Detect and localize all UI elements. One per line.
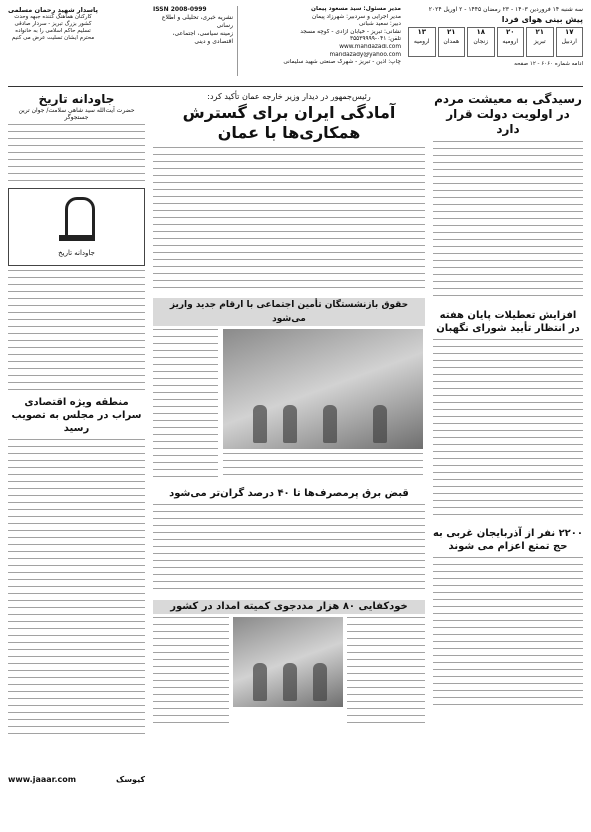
email-link[interactable]: mandazady@yahoo.com (329, 51, 401, 58)
history-subtitle: حضرت آیت‌الله سید شاهی سلامت/ جوان ترین جستجوگر (18, 107, 135, 121)
article-body (153, 617, 229, 727)
headline-electricity[interactable]: قبض برق پرمصرف‌ها تا ۴۰ درصد گران‌تر می‌شود (169, 488, 409, 499)
article-body (347, 617, 425, 727)
address-line: نشانی: تبریز - خیابان آزادی - کوچه مسجد (300, 28, 401, 35)
article-body (153, 329, 218, 479)
logo-label: جاودانه تاریخ (58, 249, 95, 257)
date-line: سه شنبه ۱۴ فروردین ۱۴۰۳ - ۲۳ رمضان ۱۴۴۵ - ۲ آوریل ۲۰۲۴ (428, 6, 583, 13)
desc-line-1: نشریه خبری، تحلیلی و اطلاع رسانی (161, 14, 233, 29)
photo-relief (233, 617, 343, 707)
weather-item: ۱۸ زنجان (467, 27, 495, 57)
tribute-body: کارکنان هماهنگ کننده جبهه وحدت کشور بزرگ تبریز - سردار صادقی تسلیم حاکم اسلامی را به خانواده محترم ایشان تسلیت عرض می کنیم (11, 14, 95, 41)
tribute-box (8, 6, 98, 76)
director-line: مدیر مسئول: سید مسعود پیمان (311, 6, 401, 12)
headline-sarab[interactable]: منطقه ویژه اقتصادی سراب در مجلس به تصویب رسید (11, 397, 142, 434)
headline-history[interactable]: جاودانه تاریخ (38, 92, 115, 106)
website-link[interactable]: www.mahdazadi.com (339, 43, 401, 50)
phone-line: تلفن: ۰۴۱-۳۵۵۳۹۹۹۹ (349, 36, 401, 43)
pensions-section (153, 329, 425, 479)
article-body (8, 270, 145, 390)
relief-section (153, 617, 425, 727)
desc-line-2: زمینه سیاسی، اجتماعی، اقتصادی و دینی (172, 30, 233, 45)
kiosk-label: کیوسک (116, 775, 145, 784)
manager-line: مدیر اجرایی و سردبیر: شهرزاد پیمان (311, 13, 401, 20)
photo-pensioners (223, 329, 423, 449)
weather-item: ۲۱ همدان (438, 27, 466, 57)
weather-item: ۲۰ ارومیه (497, 27, 525, 57)
tower-logo-icon (51, 193, 103, 245)
article-body (433, 141, 583, 301)
article-body (433, 339, 583, 519)
right-column (433, 92, 583, 824)
logo-box (8, 188, 145, 266)
headline-hajj[interactable]: ۲۲۰۰ نفر از آذربایجان غربی به حج تمتع اعزام می شوند (432, 528, 583, 552)
middle-column (153, 92, 425, 824)
header (8, 6, 583, 87)
weather-title: پیش بینی هوای فردا (501, 15, 583, 24)
article-body (223, 453, 423, 479)
issn: ISSN 2008-0999 (153, 6, 207, 13)
kiosk-link[interactable]: www.jaaar.com (8, 775, 77, 784)
issue-line: ادامه شماره ۶۰۶۰ - ۱۲ صفحه (514, 61, 583, 67)
publisher-info (246, 6, 401, 86)
article-body (433, 557, 583, 707)
left-column (8, 92, 145, 824)
headline-pensions[interactable]: حقوق بازنشستگان تأمین اجتماعی با ارقام جدید واریز می‌شود (153, 298, 425, 326)
weather-box (408, 27, 583, 57)
paper-description (153, 6, 238, 76)
article-body (8, 439, 145, 739)
headline-livelihood[interactable]: رسیدگی به معیشت مردم در اولویت دولت قرار دارد (434, 92, 582, 136)
headline-relief[interactable]: خودکفایی ۸۰ هزار مددجوی کمیته امداد در کشور (153, 600, 425, 614)
tribute-title: پاسدار شهید رحمان مسلمی (8, 6, 98, 14)
article-body (153, 147, 425, 292)
weather-item: ۱۳ ارومیه (408, 27, 436, 57)
weather-item: ۲۱ تبریز (526, 27, 554, 57)
weather-item: ۱۷ اردبیل (556, 27, 584, 57)
article-body (153, 504, 425, 594)
editor-line: دبیر: سعید شبانی (358, 21, 401, 28)
main-headline[interactable]: آمادگی ایران برای گسترش همکاری‌ها با عمان (182, 103, 396, 142)
article-body (8, 124, 145, 184)
print-line: چاپ: آذین - تبریز - شهرک صنعتی شهید سلیمانی (283, 59, 401, 66)
masthead (408, 6, 583, 86)
footer-website (8, 775, 145, 784)
kicker: رئیس‌جمهور در دیدار وزیر خارجه عمان تأکید کرد: (207, 92, 371, 101)
headline-weekend[interactable]: افزایش تعطیلات پایان هفته در انتظار تأیید شورای نگهبان (436, 310, 580, 334)
